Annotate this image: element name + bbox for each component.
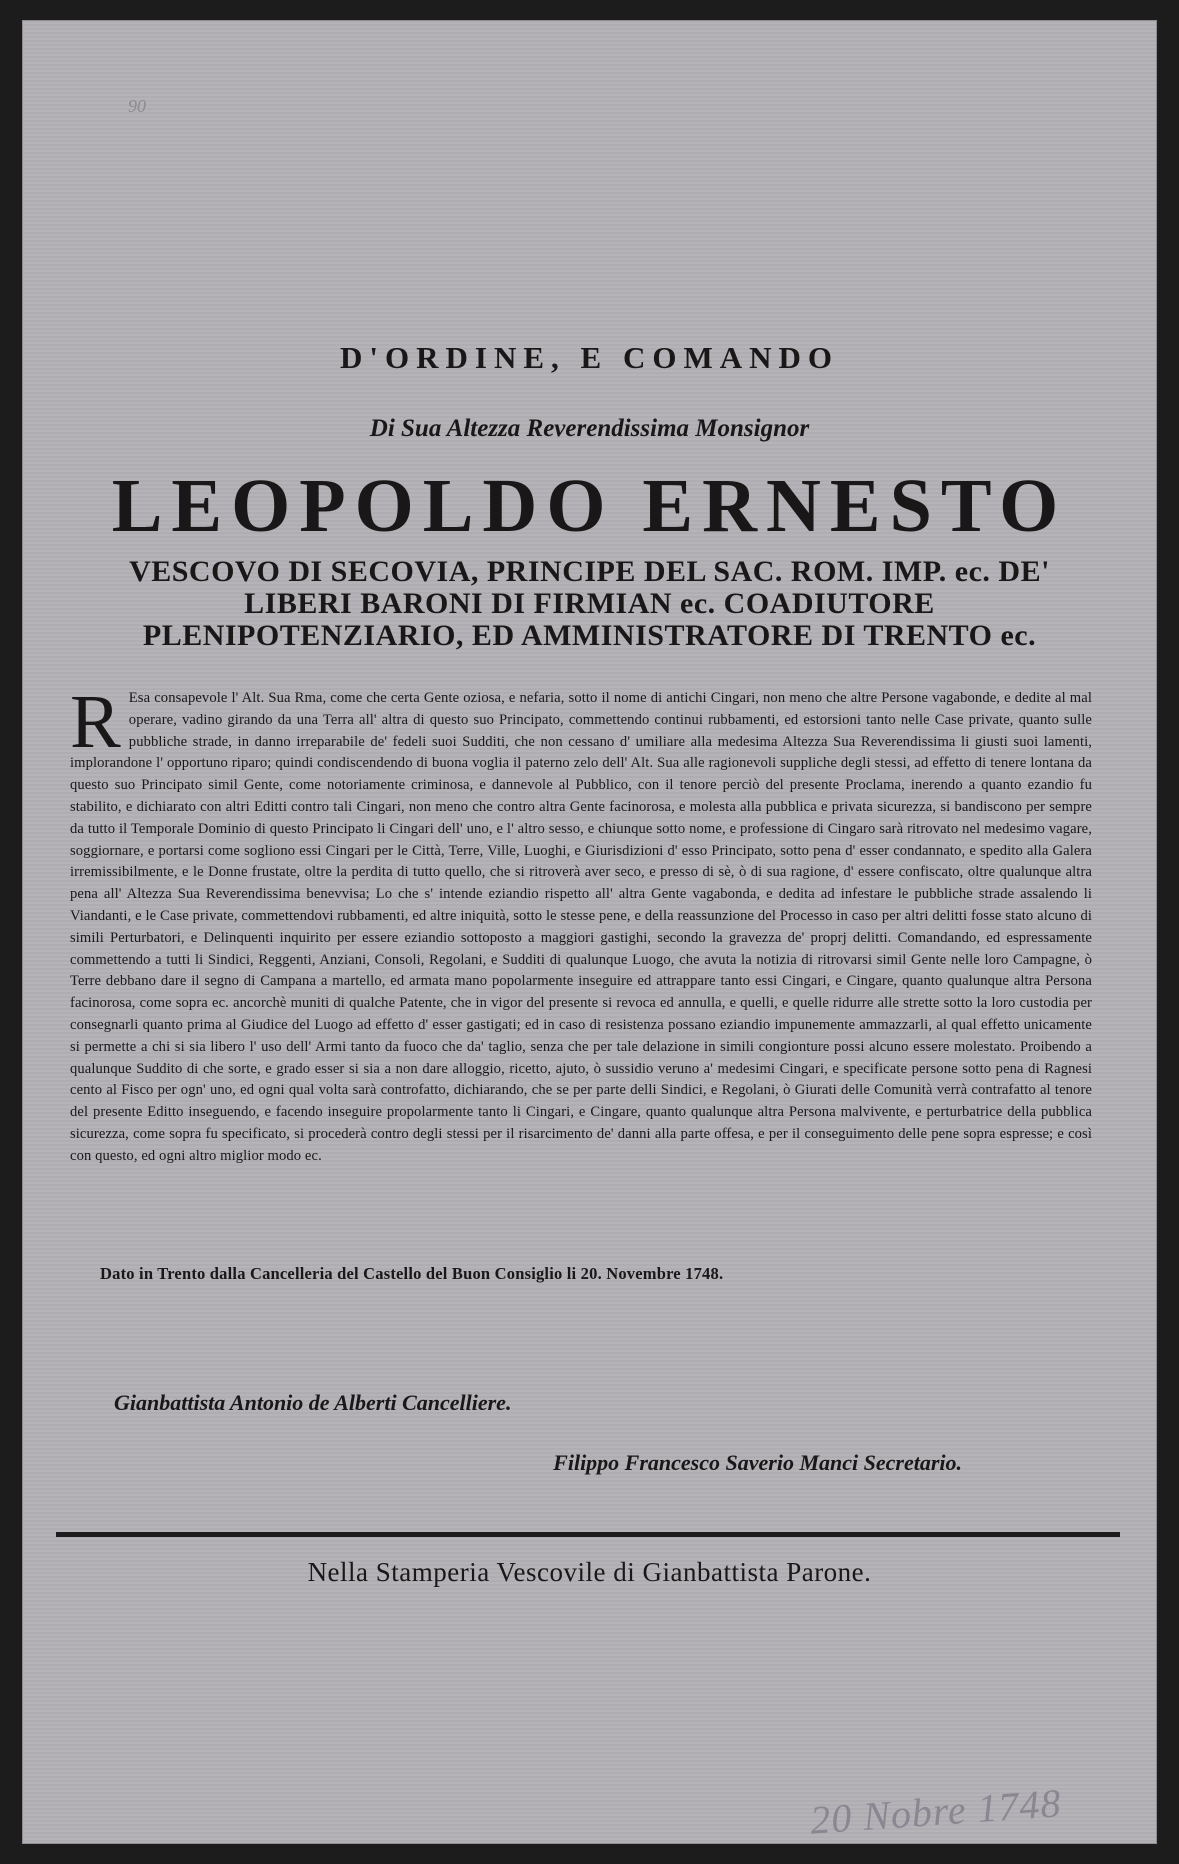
signature-secretary: Filippo Francesco Saverio Manci Secretario. <box>553 1450 962 1475</box>
decree-body <box>70 680 1092 1168</box>
document-page <box>22 20 1157 1844</box>
corner-note: 90 <box>128 96 146 116</box>
issuer-titles: VESCOVO DI SECOVIA, PRINCIPE DEL SAC. ROM. IMP. ec. DE' LIBERI BARONI DI FIRMIAN ec. COADIUTORE PLENIPOTENZIARIO, ED AMMINISTRATORE DI TRENTO ec. <box>129 555 1050 652</box>
decree-heading: D'ORDINE, E COMANDO <box>340 340 839 375</box>
drop-cap: R <box>70 680 121 764</box>
date-line: Dato in Trento dalla Cancelleria del Castello del Buon Consiglio li 20. Novembre 1748. <box>100 1264 724 1283</box>
divider-rule <box>56 1532 1120 1537</box>
decree-body-text: Esa consapevole l' Alt. Sua Rma, come che certa Gente oziosa, e nefaria, sotto il nome di antichi Cingari, non meno che altre Persone vagabonde, e dedite al mal operare, vadino girando da una Terra all' altra di questo suo Principato, commettendo continui rubbamenti, ed estorsioni tanto nelle Case private, quanto sulle pubbliche strade, in danno irreparabile de' fedeli suoi Sudditi, che non cessano d' umiliare alla medesima Altezza Sua Reverendissima li giusti suoi lamenti, implorandone l' opportuno riparo; quindi condiscendendo di buona voglia il paterno zelo dell' Alt. Sua alle ragionevoli suppliche degli stessi, ad effetto di tenere lontana da questo suo Principato simil Gente, come notoriamente criminosa, e dannevole al Pubblico, con il tenore perciò del presente Proclama, inerendo a quanto ezandio fu stabilito, e dichiarato con altri Editti contro tali Cingari, non meno che contro altra Gente facinorosa, e molesta alla pubblica e privata sicurezza, si bandiscono per sempre da tutto il Temporale Dominio di questo Principato li Cingari dell' uno, e l' altro sesso, e chiunque sotto nome, e professione di Cingaro sarà ritrovato nel medesimo vagare, soggiornare, e portarsi come sogliono essi Cingari per le Città, Terre, Ville, Luoghi, e Giurisdizioni d' esso Principato, sotto pena d' esser condannato, e spedito alla Galera irremissibilmente, e le Donne frustate, oltre la perdita di tutto quello, che si ritroverà aver seco, e presso di sè, ò di sua ragione, d' essere confiscato, oltre qualunque altra pena all' Altezza Sua Reverendissima benevvisa; Lo che s' intende eziandio rispetto all' altra Gente vagabonda, e dedita ad infestare le pubbliche strade assalendo li Viandanti, e le Case private, commettendovi rubbamenti, ed altre iniquità, sotto le stesse pene, e della reassunzione del Processo in caso per altri delitti fosse stato alcuno di simili Perturbatori, e Delinquenti inquirito per essere eziandio sottoposto a maggiori gastighi, secondo la gravezza de' proprj delitti. Comandando, ed espressamente commettendo a tutti li Sindici, Reggenti, Anziani, Consoli, Regolani, e Sudditi di qualunque Luogo, che avuta la notizia di ritrovarsi simil Gente nelle loro Campagne, ò Terre debbano dare il segno di Campana a martello, ed armata mano popolarmente inseguire ed attrappare tanto essi Cingari, e Cingare, quanto qualunque altra Persona facinorosa, come sopra ec. ancorchè muniti di qualche Patente, che in vigor del presente si revoca ed annulla, e quelli, e quelle ridurre alle strette sotto la loro custodia per consegnarli quanto prima al Giudice del Luogo ad effetto d' esser gastigati; ed in caso di resistenza possano eziandio impunemente ammazzarli, al qual effetto unicamente si permette a chi si sia libero l' uso dell' Armi tanto da fuoco che da' taglio, senza che per tale delazione in simili congionture possi alcuno essere molestato. Proibendo a qualunque Suddito di che sorte, e grado esser si sia a non dare alloggio, ricetto, ajuto, ò sussidio veruno a' medesimi Cingari, e specificate persone sotto pena di Ragnesi cento al Fisco per ogn' uno, ed ogni qual volta sarà controfatto, dichiarando, che se per parte delli Sindici, e Regolani, ò Giurati delle Comunità verrà contrafatto al tenore del presente Editto inseguendo, e facendo inseguire propolarmente tanto li Cingari, e Cingare, quanto qualunque altra Persona malvivente, e perturbatrice della pubblica sicurezza, come sopra fu specificato, si procederà contro degli stessi per il risarcimento de' danni alla parte offesa, e per il conseguimento delle pene sopra espresse; e così con questo, ed ogni altro miglior modo ec. <box>70 690 1092 1164</box>
issuer-name: LEOPOLDO ERNESTO <box>111 464 1068 548</box>
signature-chancellor: Gianbattista Antonio de Alberti Cancelliere. <box>114 1390 512 1415</box>
printer-imprint: Nella Stamperia Vescovile di Gianbattista Parone. <box>307 1557 872 1587</box>
decree-subheading: Di Sua Altezza Reverendissima Monsignor <box>369 415 810 442</box>
archive-handwritten-note: 20 Nobre 1748 <box>809 1780 1064 1843</box>
